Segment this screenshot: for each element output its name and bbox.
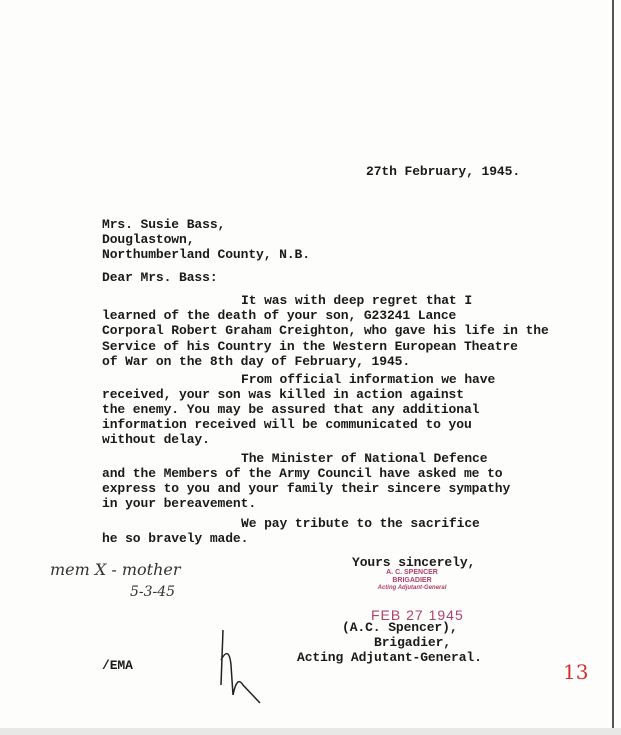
stamp-name: A. C. SPENCER	[386, 569, 438, 576]
stamp-title: Acting Adjutant-General	[377, 585, 447, 591]
body-line: in your bereavement.	[102, 496, 257, 511]
body-line: It was with deep regret that I	[241, 293, 473, 308]
body-line: express to you and your family their sincere sympathy	[102, 481, 511, 496]
signature-title: Acting Adjutant-General.	[297, 650, 482, 665]
salutation: Dear Mrs. Bass:	[102, 270, 218, 285]
page-bottom-edge	[0, 728, 621, 735]
body-line: Corporal Robert Graham Creighton, who gave his life in the	[102, 323, 549, 338]
body-line: Service of his Country in the Western European Theatre	[102, 339, 518, 354]
handwritten-note: mem X - mother	[50, 560, 181, 579]
handwritten-date: 5-3-45	[130, 584, 176, 600]
signature-rank: Brigadier,	[374, 635, 452, 650]
body-line: and the Members of the Army Council have asked me to	[102, 466, 503, 481]
body-line: From official information we have	[241, 372, 496, 387]
stamp-rank: BRIGADIER	[392, 577, 432, 584]
address-line: Douglastown,	[102, 232, 195, 247]
body-line: the enemy. You may be assured that any additional	[102, 402, 480, 417]
body-line: learned of the death of your son, G23241 Lance	[102, 308, 457, 323]
body-line: without delay.	[102, 432, 210, 447]
received-date-stamp: FEB 27 1945	[371, 607, 464, 623]
address-line: Northumberland County, N.B.	[102, 247, 310, 262]
signature-stamp	[362, 569, 462, 592]
body-line: he so bravely made.	[102, 531, 249, 546]
closing: Yours sincerely,	[352, 555, 476, 570]
body-line: of War on the 8th day of February, 1945.	[102, 354, 411, 369]
body-line: received, your son was killed in action against	[102, 387, 464, 402]
body-line: information received will be communicated to you	[102, 417, 472, 432]
body-line: The Minister of National Defence	[241, 451, 488, 466]
page-number-mark: 13	[563, 660, 589, 684]
reference-initials: /EMA	[102, 658, 133, 673]
letter-date: 27th February, 1945.	[366, 164, 521, 179]
body-line: We pay tribute to the sacrifice	[241, 516, 480, 531]
address-line: Mrs. Susie Bass,	[102, 217, 226, 232]
page-edge	[612, 0, 614, 735]
signature-name: (A.C. Spencer),	[342, 620, 458, 635]
handwritten-signature	[215, 625, 265, 705]
